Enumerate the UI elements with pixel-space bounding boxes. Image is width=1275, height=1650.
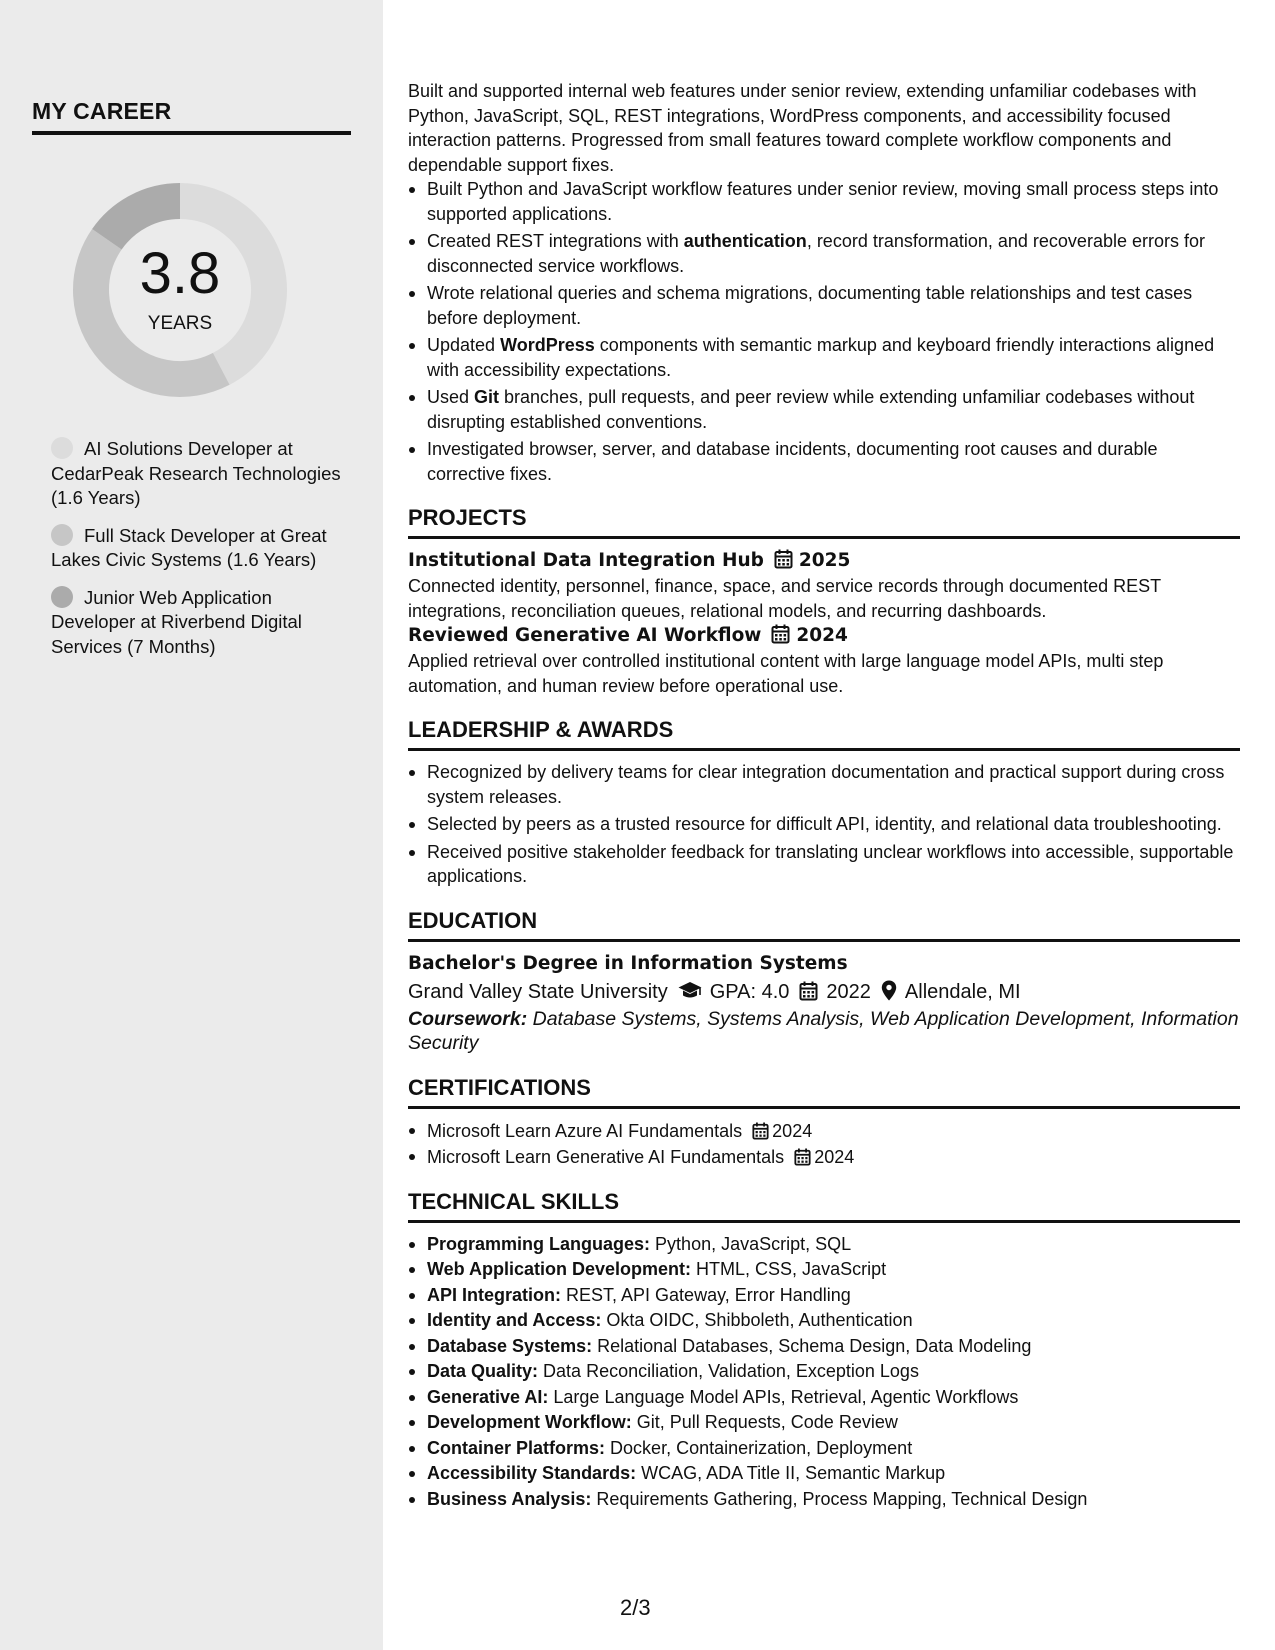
map-pin-icon <box>881 980 897 1001</box>
project-title: Reviewed Generative AI Workflow <box>408 625 762 646</box>
school-name: Grand Valley State University <box>408 980 668 1003</box>
skill-label: Business Analysis: <box>427 1488 592 1509</box>
experience-summary: Built and supported internal web features under senior review, extending unfamiliar codebases with Python, JavaScript, SQL, REST integrations, WordPress components, and accessibility focused interaction patterns. Progressed from small features toward complete workflow components and dependable support fixes. <box>408 81 1197 175</box>
skill-value: WCAG, ADA Title II, Semantic Markup <box>641 1463 946 1483</box>
legend-dot <box>51 524 73 546</box>
certifications-section <box>408 1074 1240 1170</box>
certifications-list <box>408 1118 1240 1170</box>
skill-item <box>408 1232 1240 1258</box>
skill-value: Relational Databases, Schema Design, Data Modeling <box>597 1335 1032 1356</box>
certification-item <box>408 1118 1240 1144</box>
bullet-text: Wrote relational queries and schema migrations, documenting table relationships and test cases before deployment. <box>427 283 1193 328</box>
legend-label: AI Solutions Developer at CedarPeak Research Technologies (1.6 Years) <box>51 438 341 508</box>
certification-year: 2024 <box>814 1146 855 1167</box>
legend-dot <box>51 437 73 459</box>
certifications-heading: CERTIFICATIONS <box>408 1074 1240 1109</box>
bullet-text: Built Python and JavaScript workflow features under senior review, moving small process steps into supported applications. <box>427 179 1219 224</box>
gpa: GPA: 4.0 <box>709 980 790 1003</box>
bullet-text: components with semantic markup and keyboard friendly interactions aligned with accessibility expectations. <box>427 335 1215 380</box>
bullet-text: Updated <box>427 335 501 355</box>
skill-item <box>408 1257 1240 1283</box>
experience-bullet <box>408 281 1240 330</box>
bullet-text: branches, pull requests, and peer review while extending unfamiliar codebases without disrupting established conventions. <box>427 387 1195 432</box>
leadership-bullets <box>408 760 1240 889</box>
legend-item <box>51 524 341 573</box>
experience-section <box>408 79 1240 486</box>
experience-bullet <box>408 333 1240 382</box>
graduation-year: 2022 <box>826 980 871 1003</box>
calendar-icon <box>752 1122 769 1140</box>
career-legend <box>51 437 341 672</box>
skill-item <box>408 1461 1240 1487</box>
experience-bullet <box>408 385 1240 434</box>
skill-value: Data Reconciliation, Validation, Exception Logs <box>543 1361 919 1381</box>
skill-value: Git, Pull Requests, Code Review <box>636 1412 898 1432</box>
skill-value: Large Language Model APIs, Retrieval, Agentic Workflows <box>553 1386 1019 1407</box>
skill-value: Okta OIDC, Shibboleth, Authentication <box>606 1310 913 1330</box>
skill-item <box>408 1436 1240 1462</box>
bullet-bold: Git <box>474 387 500 407</box>
leadership-item: Recognized by delivery teams for clear integration documentation and practical support during cross system releases. <box>408 760 1240 809</box>
experience-bullet <box>408 437 1240 486</box>
sidebar-title: MY CAREER <box>32 98 351 135</box>
skill-value: Python, JavaScript, SQL <box>655 1233 852 1254</box>
bullet-text: Investigated browser, server, and database incidents, documenting root causes and durable corrective fixes. <box>427 439 1158 484</box>
skill-value: HTML, CSS, JavaScript <box>696 1259 887 1279</box>
legend-item <box>51 437 341 511</box>
degree-title: Bachelor's Degree in Information Systems <box>408 952 848 974</box>
skill-value: Docker, Containerization, Deployment <box>610 1437 913 1458</box>
project-title: Institutional Data Integration Hub <box>408 550 764 571</box>
certification-year: 2024 <box>772 1120 813 1141</box>
skill-label: Web Application Development: <box>427 1259 692 1279</box>
legend-item <box>51 586 341 660</box>
skill-label: Container Platforms: <box>427 1437 606 1458</box>
school-location: Allendale, MI <box>904 980 1021 1003</box>
skill-label: Programming Languages: <box>427 1233 651 1254</box>
skill-value: Requirements Gathering, Process Mapping, Technical Design <box>596 1488 1088 1509</box>
skill-label: Development Workflow: <box>427 1412 632 1432</box>
education-section <box>408 907 1240 1056</box>
skill-value: REST, API Gateway, Error Handling <box>566 1284 851 1305</box>
calendar-icon <box>794 1148 811 1166</box>
bullet-bold: authentication <box>683 231 807 251</box>
donut-segment-3 <box>107 201 180 239</box>
career-donut-chart <box>65 175 295 405</box>
page-number: 2/3 <box>620 1595 651 1620</box>
legend-label: Full Stack Developer at Great Lakes Civic Systems (1.6 Years) <box>51 524 327 570</box>
bullet-text: Created REST integrations with <box>427 231 684 251</box>
leadership-section <box>408 716 1240 889</box>
education-details <box>408 977 1240 1007</box>
coursework-list: Database Systems, Systems Analysis, Web Application Development, Information Security <box>408 1007 1239 1054</box>
resume-main <box>408 79 1240 1512</box>
skill-label: Identity and Access: <box>427 1310 602 1330</box>
projects-heading: PROJECTS <box>408 504 1240 539</box>
skills-list <box>408 1232 1240 1513</box>
bullet-bold: WordPress <box>500 335 595 355</box>
calendar-icon <box>771 624 790 644</box>
skill-item <box>408 1487 1240 1513</box>
project-description: Applied retrieval over controlled institutional content with large language model APIs, multi step automation, and human review before operational use. <box>408 651 1164 696</box>
leadership-item: Received positive stakeholder feedback for translating unclear workflows into accessible, supportable applications. <box>408 840 1240 889</box>
experience-bullet <box>408 177 1240 226</box>
calendar-icon <box>799 981 818 1001</box>
coursework <box>408 1007 1240 1056</box>
project-title-row <box>408 548 1240 574</box>
skill-item <box>408 1283 1240 1309</box>
graduation-cap-icon <box>678 981 702 1001</box>
project-year: 2024 <box>796 625 848 646</box>
experience-bullets <box>408 177 1240 486</box>
leadership-item: Selected by peers as a trusted resource for difficult API, identity, and relational data troubleshooting. <box>408 812 1240 837</box>
career-sidebar <box>0 0 383 1650</box>
project-year: 2025 <box>798 550 851 571</box>
legend-dot <box>51 586 73 608</box>
project-description: Connected identity, personnel, finance, space, and service records through documented REST integrations, reconciliation queues, relational models, and recurring dashboards. <box>408 576 1161 621</box>
total-years-unit: YEARS <box>147 313 213 334</box>
skills-heading: TECHNICAL SKILLS <box>408 1188 1240 1223</box>
projects-section <box>408 504 1240 698</box>
project-title-row <box>408 623 1240 649</box>
leadership-heading: LEADERSHIP & AWARDS <box>408 716 1240 751</box>
coursework-label: Coursework: <box>408 1007 528 1030</box>
certification-name: Microsoft Learn Generative AI Fundamentals <box>427 1146 785 1167</box>
skills-section <box>408 1188 1240 1513</box>
education-heading: EDUCATION <box>408 907 1240 942</box>
skill-item <box>408 1334 1240 1360</box>
skill-item <box>408 1385 1240 1411</box>
calendar-icon <box>774 549 793 569</box>
skill-label: API Integration: <box>427 1284 561 1305</box>
certification-item <box>408 1144 1240 1170</box>
legend-label: Junior Web Application Developer at Riverbend Digital Services (7 Months) <box>51 586 302 657</box>
skill-item <box>408 1410 1240 1436</box>
skill-item <box>408 1359 1240 1385</box>
skill-label: Database Systems: <box>427 1335 593 1356</box>
certification-name: Microsoft Learn Azure AI Fundamentals <box>427 1120 743 1141</box>
bullet-text: Used <box>427 387 475 407</box>
total-years-value: 3.8 <box>139 241 221 306</box>
skill-item <box>408 1308 1240 1334</box>
skill-label: Accessibility Standards: <box>427 1463 637 1483</box>
skill-label: Generative AI: <box>427 1386 549 1407</box>
bullet-text: , record transformation, and recoverable errors for disconnected service workflows. <box>427 231 1205 276</box>
skill-label: Data Quality: <box>427 1361 539 1381</box>
experience-bullet <box>408 229 1240 278</box>
